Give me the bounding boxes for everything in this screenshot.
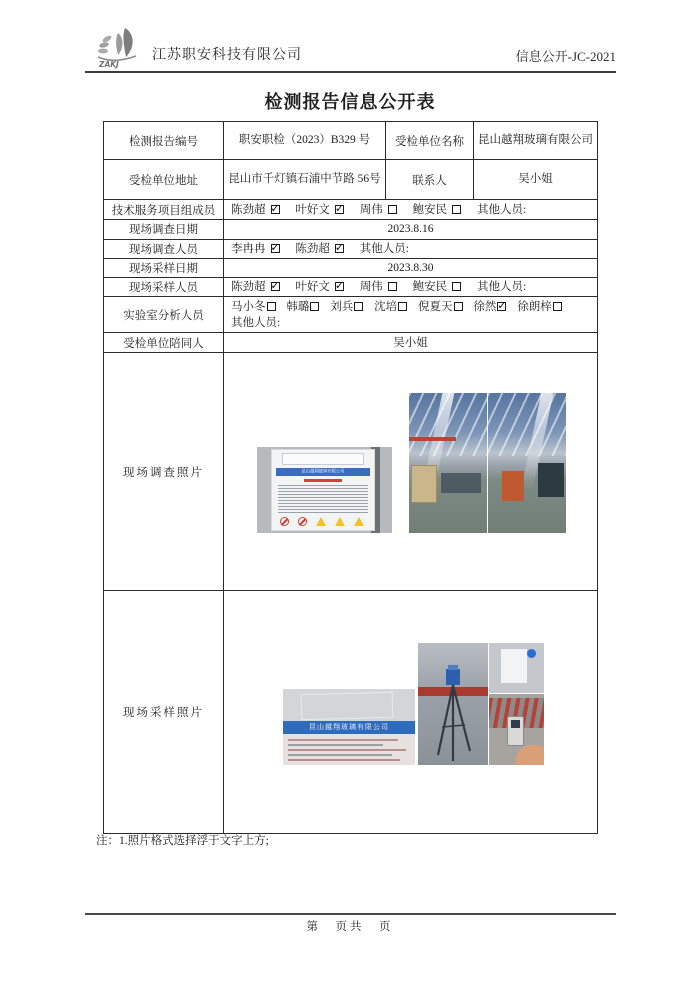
survey-member: 陈劲超 ✓: [295, 241, 344, 257]
others-label: 其他人员:: [231, 316, 281, 329]
company-logo-icon: [92, 26, 148, 70]
svg-text:ZAKJ: ZAKJ: [99, 60, 119, 69]
unit-name-value: 昆山越翔玻璃有限公司: [474, 122, 598, 160]
lab-member: 倪夏天: [418, 299, 463, 315]
warning-icon: [335, 517, 345, 526]
lab-member: 韩璐: [286, 299, 319, 315]
survey-photo-signboard: [257, 447, 392, 533]
lab-member: 马小冬: [231, 299, 276, 315]
tripod-legs: [438, 685, 470, 761]
row-sampling-photos: [104, 591, 598, 834]
page-number-text: 第 页共 页: [306, 921, 394, 933]
report-no-label: 检测报告编号: [104, 122, 224, 160]
team-label: 技术服务项目组成员: [104, 200, 224, 220]
row-team: [104, 200, 598, 220]
lab-member: 徐然✓: [473, 299, 506, 315]
sign-circle-icon: [527, 649, 536, 658]
sampling-photo-collage: [418, 643, 544, 765]
unit-name-label: 受检单位名称: [386, 122, 474, 160]
row-unit-address: [104, 160, 598, 200]
checkbox-icon: [354, 302, 363, 311]
row-sampling-staff: [104, 278, 598, 297]
lab-member: 刘兵: [330, 299, 363, 315]
row-survey-staff: [104, 239, 598, 258]
hand: [516, 745, 544, 765]
sampling-photos-cell: [224, 591, 598, 834]
checkbox-icon: [452, 205, 461, 214]
contact-value: 吴小姐: [474, 160, 598, 200]
row-sampling-date: [104, 258, 598, 278]
survey-photo-workshop-1: [409, 393, 487, 533]
warning-icon: [316, 517, 326, 526]
lab-member: 沈培: [374, 299, 407, 315]
others-label: 其他人员:: [477, 281, 527, 294]
tripod-scene: [418, 643, 488, 765]
sampling-staff-members: [224, 278, 598, 297]
warning-icon: [354, 517, 364, 526]
sign-title-bar: 昆山越翔玻璃有限公司: [276, 468, 370, 476]
sampling-member: 叶好文 ✓: [295, 279, 344, 295]
team-member: 鲍安民: [413, 202, 462, 218]
survey-date-label: 现场调查日期: [104, 220, 224, 240]
header-rule: [85, 71, 616, 73]
report-info-table: [103, 121, 598, 834]
checkbox-icon: [452, 282, 461, 291]
lab-member: 徐朗梓: [517, 299, 562, 315]
row-escort: [104, 333, 598, 353]
unit-addr-value: 昆山市千灯镇石浦中节路 56号: [224, 160, 386, 200]
survey-staff-label: 现场调查人员: [104, 239, 224, 258]
sign-board: [271, 449, 375, 531]
checkbox-icon: [335, 205, 344, 214]
sampling-photo-document: [283, 689, 415, 765]
checkbox-icon: [271, 244, 280, 253]
row-survey-photos: [104, 353, 598, 591]
escort-label: 受检单位陪同人: [104, 333, 224, 353]
sampling-member: 周伟: [360, 279, 397, 295]
team-member: 叶好文 ✓: [295, 202, 344, 218]
team-member: 陈劲超 ✓: [231, 202, 280, 218]
checkbox-icon: [271, 282, 280, 291]
sampling-photos-label: 现场采样照片: [104, 591, 224, 834]
checkbox-icon: [553, 302, 562, 311]
survey-photo-workshop-2: [488, 393, 566, 533]
sampling-member: 陈劲超 ✓: [231, 279, 280, 295]
sampling-member: 鲍安民: [413, 279, 462, 295]
sign-text-lines: [278, 485, 368, 515]
checkbox-icon: [388, 282, 397, 291]
team-members: [224, 200, 598, 220]
sampling-staff-label: 现场采样人员: [104, 278, 224, 297]
checkbox-icon: [335, 244, 344, 253]
company-name: 江苏职安科技有限公司: [152, 48, 302, 63]
checkbox-icon: [335, 282, 344, 291]
footnote: 注：1.照片格式选择浮于文字上方;: [96, 835, 269, 847]
team-member: 周伟: [360, 202, 397, 218]
lab-staff-label: 实验室分析人员: [104, 297, 224, 333]
others-label: 其他人员:: [359, 242, 409, 255]
unit-addr-label: 受检单位地址: [104, 160, 224, 200]
survey-date-value: 2023.8.16: [224, 220, 598, 240]
document-banner: 昆山越翔玻璃有限公司: [283, 721, 415, 734]
others-label: 其他人员:: [477, 203, 527, 216]
checkbox-icon: [310, 302, 319, 311]
contact-label: 联系人: [386, 160, 474, 200]
handheld-meter-scene: [488, 693, 544, 765]
sampler-device: [446, 669, 460, 685]
handheld-meter: [507, 716, 524, 746]
prohibition-icon: [280, 517, 289, 526]
checkbox-icon: [454, 302, 463, 311]
page-title: 检测报告信息公开表: [264, 92, 436, 112]
lab-staff-members: [224, 297, 598, 333]
escort-value: 吴小姐: [224, 333, 598, 353]
checkbox-icon: [497, 302, 506, 311]
sign-icon-row: [280, 517, 368, 526]
sign-red-subtitle: [304, 479, 342, 482]
sampling-date-label: 现场采样日期: [104, 258, 224, 278]
report-no-value: 职安职检（2023）B329 号: [224, 122, 386, 160]
row-survey-date: [104, 220, 598, 240]
checkbox-icon: [267, 302, 276, 311]
sampling-date-value: 2023.8.30: [224, 258, 598, 278]
footer-rule: [85, 913, 616, 915]
survey-staff-members: [224, 239, 598, 258]
checkbox-icon: [271, 205, 280, 214]
prohibition-icon: [298, 517, 307, 526]
survey-photos-label: 现场调查照片: [104, 353, 224, 591]
survey-member: 李冉冉 ✓: [231, 241, 280, 257]
machine-scene: [488, 643, 544, 693]
row-lab-staff: [104, 297, 598, 333]
row-report-no: [104, 122, 598, 160]
checkbox-icon: [388, 205, 397, 214]
document-code: 信息公开-JC-2021: [515, 49, 616, 64]
checkbox-icon: [398, 302, 407, 311]
survey-photos-cell: [224, 353, 598, 591]
